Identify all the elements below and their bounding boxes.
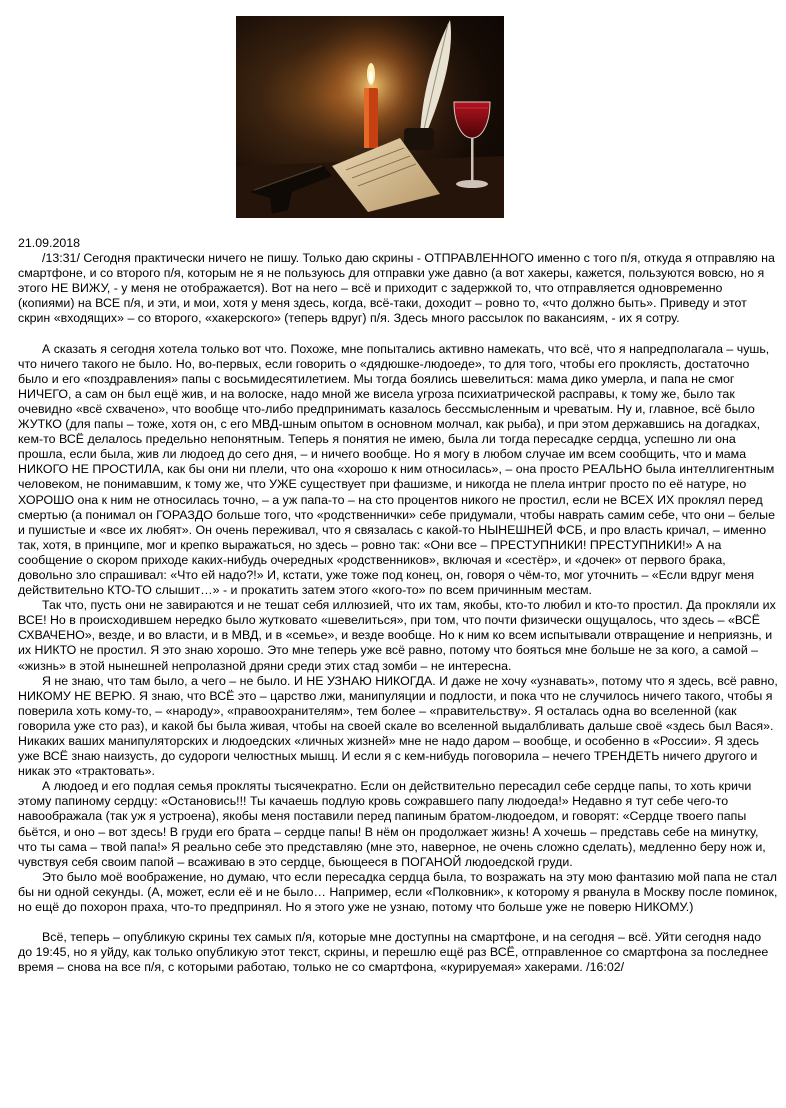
post-body xyxy=(18,236,778,975)
paragraph-gap xyxy=(18,327,778,342)
paragraph: Так что, пусть они не завираются и не тешат себя иллюзией, что их там, якобы, кто-то любил и кто-то простил. Да прокляли их ВСЕ! Но в происходившем нередко было жутковато «шевелиться», при том, что почти физически ощущалось, что здесь – «ВСЁ СХВАЧЕНО», везде, и во власти, и в МВД, и в «семье», и везде вообще. Но к ним ко всем испытывали отвращение и неприязнь, и их НИКТО не простил. Я это знаю хорошо. Это мне теперь уже всё равно, потому что бояться мне больше не за кого, а самой – «жизнь» в этой нынешней непролазной дряни среди этих стад зомби – не интересна. xyxy=(18,598,776,673)
paragraph: Всё, теперь – опубликую скрины тех самых п/я, которые мне доступны на смартфоне, и на сегодня – всё. Уйти сегодня надо до 19:45, но я уйду, как только опубликую этот текст, скрины, и перешлю ещё раз ВСЁ, отправленное со смартфона за последнее время – снова на все п/я, с которыми работаю, только не со смартфона, «курируемая» хакерами. /16:02/ xyxy=(18,930,769,975)
paragraph-gap xyxy=(18,915,778,930)
post-date: 21.09.2018 xyxy=(18,236,81,250)
paragraph: Я не знаю, что там было, а чего – не было. И НЕ УЗНАЮ НИКОГДА. И даже не хочу «узнавать», потому что я здесь, всё равно, НИКОМУ НЕ ВЕРЮ. Я знаю, что ВСЁ это – царство лжи, манипуляции и подлости, и пока что не случилось ничего такого, чтобы я поверила хоть кому-то, – «народу», «правоохранителям», тем более – «правительству». Я осталась одна во вселенной (как говорила уже сто раз), и какой бы была живая, чтобы на своей скале во вселенной выдалбливать дальше своё «здесь был Вася». Никаких ваших манипуляторских и людоедских «личных жизней» мне не надо даром – вообще, и особенно в «России». Я здесь уже ВСЁ знаю наизусть, до судороги челюстных мышц. И если я с кем-нибудь поговорила – нечего ТРЕНДЕТЬ ничего другого и никак это «трактовать». xyxy=(18,673,778,779)
paragraph: А людоед и его подлая семья прокляты тысячекратно. Если он действительно пересадил себе сердце папы, то хоть кричи этому папиному сердцу: «Остановись!!! Ты качаешь подлую кровь сожравшего папу людоеда!» Недавно я тут себе чего-то навоображала (так уж я устроена), якобы меня поставили перед папиным братом-людоедом, и говорят: «Сердце твоего папы бьётся, и оно – вот здесь! В груди его брата – сердце папы! В нём он продолжает жизнь! А хочешь – представь себе на минутку, что ты сама – твой папа!» Я реально себе это представляю (мне это, наверное, не очень сложно сделать), медленно беру нож и, чувствуя себя своим папой – всаживаю в это сердце, бьющееся в ПОГАНОЙ людоедской груди. xyxy=(18,779,766,869)
paragraph: А сказать я сегодня хотела только вот что. Похоже, мне попытались активно намекать, что всё, что я напредполагала – чушь, что ничего такого не было. Но, во-первых, если говорить о «дядюшке-людоеде», то для того, чтобы его проклясть, достаточно было и его «поздравления» папы с восьмидесятилетием. Мы тогда боялись шевелиться: мама дико умерла, и папа не смог НИЧЕГО, а сам он был ещё жив, и на волоске, надо мной же висела угроза психиатрической расправы, к тому же, было так очевидно «всё схвачено», что вообще что-либо предпринимать казалось бессмысленным и чреватым. Ну и, главное, всё было ЖУТКО (для папы – тоже, хотя он, с его МВД-шным опытом в основном молчал, как рыба), и при этом державшись на догадках, кем-то ВСЁ делалось предельно непонятным. Теперь я понятия не имею, была ли тогда пересадке сердца, успешно ли она прошла, если была, жив ли людоед до сего дня, – и ничего вообще. Но я могу в любом случае им всем сообщить, что и мама НИКОГО НЕ ПРОСТИЛА, как бы они ни плели, что она «хорошо к ним относилась», – она просто РЕАЛЬНО была интеллигентным человеком, не понимавшим, к тому же, что УЖЕ существует при фашизме, и никогда не плела интриг просто по её натуре, но ХОРОШО она к ним не относилась точно, – а уж папа-то – на сто процентов никого не простил, если не ВСЕХ ИХ проклял перед смертью (а понимал он ГОРАЗДО больше того, что «родственнички» себе придумали, чтобы наврать самим себе, что они – белые и пушистые и «все их любят». Он очень переживал, что я связалась с какой-то НЫНЕШНЕЙ ФСБ, и про власть кричал, – именно так, хотя, в принципе, мог и крепко выражаться, но здесь – ровно так: «Они все – ПРЕСТУПНИКИ! ПРЕСТУПНИКИ!» А на сообщение о скором приходе каких-нибудь очередных «родственников», включая и «сестёр», и «дочек» от первого брака, довольно зло спрашивал: «Что ей надо?!» И, кстати, уже тоже под конец, он, говоря о чём-то, мог уточнить – «Если вдруг меня действительно КТО-ТО слышит…» - и прокатить затем этого «кого-то» по всем причинным местам. xyxy=(18,341,775,598)
still-life-illustration xyxy=(236,16,504,218)
header-photo xyxy=(236,16,504,218)
paragraph: Это было моё воображение, но думаю, что если пересадка сердца была, то возражать на эту мою фантазию мой папа не стал бы ни одной секунды. (А, может, если её и не было… Например, если «Полковник», к которому я рванула в Москву после поминок, но ещё до похорон праха, что-то предпринял. Но я этого уже не узнаю, потому что больше уже не поверю НИКОМУ.) xyxy=(18,869,778,915)
paragraph: /13:31/ Сегодня практически ничего не пишу. Только даю скрины - ОТПРАВЛЕННОГО именно с того п/я, откуда я отправляю на смартфоне, и со второго п/я, которым не я не пользуюсь для отправки уже давно (а вот хакеры, кажется, пользуются вовсю, но я этого НЕ ВИЖУ, - у меня не отображается). Вот на него – всё и приходит с задержкой то, что отправляется одновременно (копиями) на ВСЕ п/я, и эти, и мои, хотя у меня здесь, когда, всё-таки, доходит – ровно то, «что должно быть». Приведу и этот скрин «входящих» – со второго, «хакерского» (теперь вдруг) п/я. Здесь много рассылок по вакансиям, - их я сотру. xyxy=(18,251,775,326)
